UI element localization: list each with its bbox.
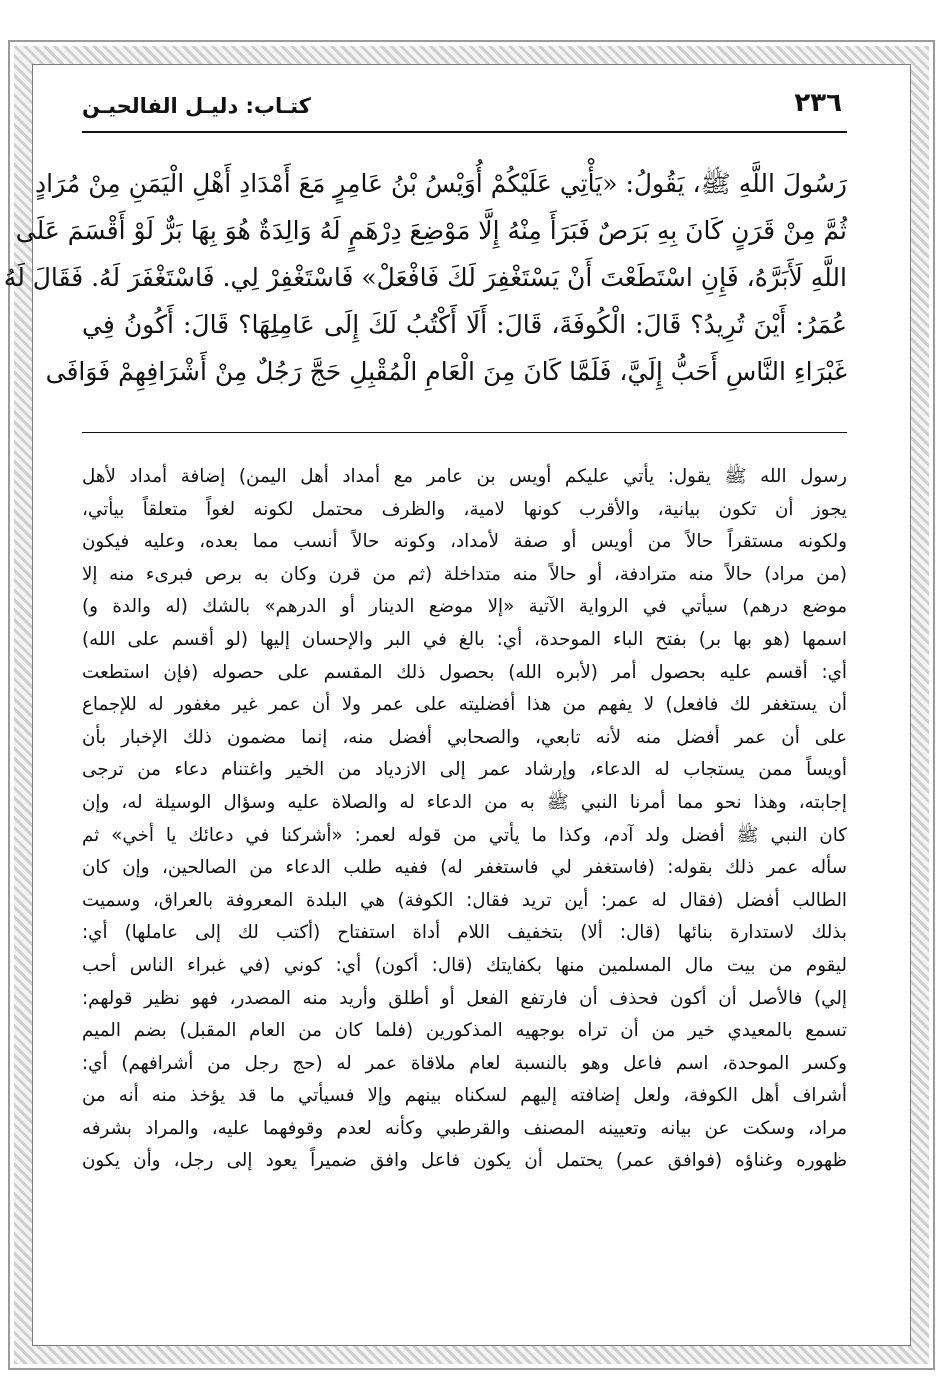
page-number: ٢٣٦ (794, 88, 842, 118)
commentary-line: على أن عمر أفضل منه لأنه تابعي، والصحابي أفضل منه، إنما مضمون ذلك الإخبار بأن (82, 726, 847, 748)
commentary-line: الطالب أفضل (فقال له عمر: أين تريد فقال: الكوفة) هي البلدة المعروفة بالعراق، وسميت (82, 889, 847, 911)
running-title: كتـاب: دليـل الفالحيـن (82, 94, 311, 118)
commentary-line: إلي) فالأصل أن أكون فحذف أن فارتفع الفعل أو أطلق وأريد منه المصدر، فهو نظير قولهم: (82, 987, 847, 1009)
commentary-line: وكسر الموحدة، اسم فاعل وهو بالنسبة لعام ملاقاة عمر له (حج رجل من أشرافهم) أي: (82, 1052, 847, 1074)
commentary-line: ظهوره وغناؤه (فوافق عمر) يحتمل أن يكون فاعل وافق ضميراً يعود إلى رجل، وأن يكون (82, 1150, 847, 1172)
hadith-line: غَبْرَاءِ النَّاسِ أَحَبُّ إِلَيَّ، فَلَمَّا كَانَ مِنَ الْعَامِ الْمُقْبِلِ حَجَّ رَجُلٌ مِنْ أَشْرَافِهِمْ فَوَافَى (45, 357, 847, 386)
hadith-line: اللَّهِ لَأَبَرَّهُ، فَإِنِ اسْتَطَعْتَ أَنْ يَسْتَغْفِرَ لَكَ فَافْعَلْ» فَاسْتَغْفِرْ لِي. فَاسْتَغْفَرَ لَهُ. فَقَالَ لَهُ (3, 263, 847, 292)
commentary-line: أي: أقسم عليه بحصول أمر (لأبره الله) بحصول ذلك المقسم على حصوله (فإن استطعت (82, 661, 847, 683)
hadith-text (3, 160, 847, 395)
commentary-line: (من مراد) حالاً منه مترادفة، أو حالاً منه متداخلة (ثم من قرن وكان به برص فبرىء منه إلا (82, 563, 847, 585)
commentary-line: إجابته، وهذا نحو مما أمرنا النبي ﷺ به من الدعاء له والصلاة عليه وسؤال الوسيلة له، وإن (82, 791, 847, 813)
commentary-line: أشراف أهل الكوفة، ولعل إضافته إليهم لسكناه بينهم وإلا فسيأتي ما قد يؤخذ منه أنه من (82, 1085, 847, 1107)
commentary-text (82, 461, 847, 1178)
commentary-line: اسمها (هو بها بر) بفتح الباء الموحدة، أي: بالغ في البر والإحسان إليها (لو أقسم على الله) (82, 628, 847, 650)
commentary-line: كان النبي ﷺ أفضل ولد آدم، وكذا ما يأتي من قوله لعمر: «أشركنا في دعائك يا أخي» ثم (82, 824, 847, 846)
commentary-separator (82, 432, 847, 433)
commentary-line: تسمع بالمعيدي خير من أن تراه بوجهيه المذكورين (فلما كان من العام المقبل) بضم الميم (82, 1020, 847, 1042)
page-header (82, 88, 842, 128)
commentary-line: ليقوم من بيت مال المسلمين منها بكفايتك (قال: أكون) أي: كوني (في غبراء الناس أحب (82, 954, 847, 976)
commentary-line: ولكونه مستقراً حالاً من أويس أو صفة لأمداد، وكونه حالاً أنسب مما بعده، وعليه فيكون (82, 531, 847, 553)
commentary-line: يجوز أن تكون بيانية، والأقرب كونها لامية، والظرف محتمل لكونه لغواً متعلقاً بيأتي، (82, 498, 847, 520)
hadith-line: ثُمَّ مِنْ قَرَنٍ كَانَ بِهِ بَرَصٌ فَبَرَأَ مِنْهُ إِلَّا مَوْضِعَ دِرْهَمٍ لَهُ وَالِدَةٌ هُوَ بِهَا بَرٌّ لَوْ أَقْسَمَ عَلَى (15, 216, 847, 245)
hadith-line: رَسُولَ اللَّهِ ﷺ، يَقُولُ: «يَأْتِي عَلَيْكُمْ أُوَيْسُ بْنُ عَامِرٍ مَعَ أَمْدَادِ أَهْلِ الْيَمَنِ مِنْ مُرَادٍ (35, 169, 847, 198)
commentary-line: بذلك لاستدارة بنائها (قال: ألا) بتخفيف اللام أداة استفتاح (أكتب لك إلى عاملها) أي: (82, 922, 847, 944)
commentary-line: أويساً ممن يستجاب له الدعاء، وإرشاد عمر إلى الازدياد من الخير واغتنام دعاء من ترجى (82, 759, 847, 781)
commentary-line: أن يستغفر لك فافعل) لا يفهم من هذا أفضليته على عمر ولا أن عمر غير مغفور له للإجماع (82, 694, 847, 716)
commentary-line: رسول الله ﷺ يقول: يأتي عليكم أويس بن عامر مع أمداد أهل اليمن) إضافة أمداد لأهل (82, 466, 847, 487)
header-rule (82, 131, 847, 133)
commentary-line: سأله عمر ذلك بقوله: (فاستغفر لي فاستغفر له) ففيه طلب الدعاء من الصالحين، وإن كان (82, 857, 847, 879)
commentary-line: موضع درهم) سيأتي في الرواية الآتية «إلا موضع الدينار أو الدرهم» بالشك (له والدة و) (82, 596, 847, 618)
commentary-line: مراد، وسكت عن بيانه وتعيينه المصنف والقرطبي وكأنه لعدم وقوفهما عليه، والمراد بشرفه (82, 1117, 847, 1139)
hadith-line: عُمَرُ: أَيْنَ تُرِيدُ؟ قَالَ: الْكُوفَةَ، قَالَ: أَلَا أَكْتُبُ لَكَ إِلَى عَامِلِهَا؟ قَالَ: أَكُونُ فِي (82, 310, 847, 339)
